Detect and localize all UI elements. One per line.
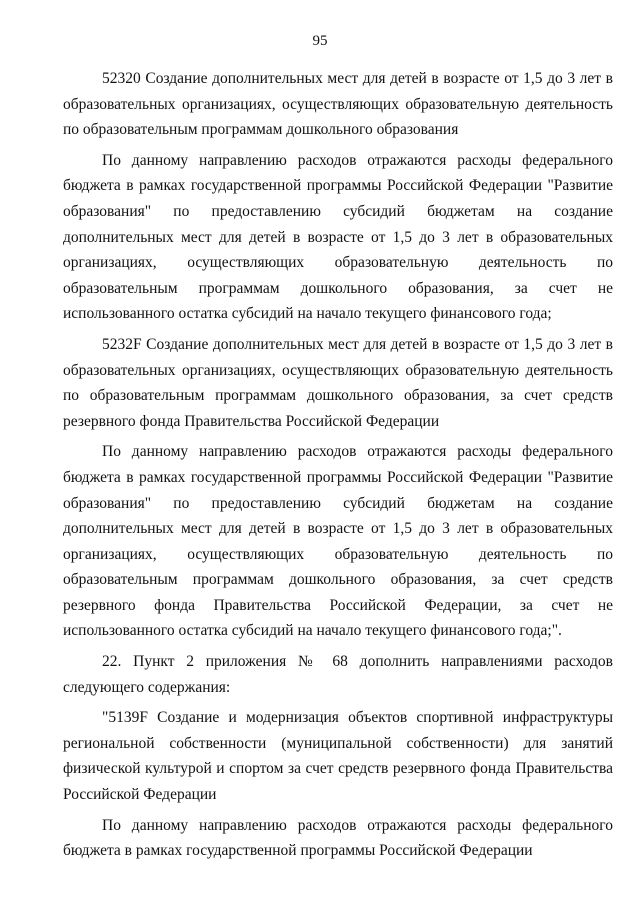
- page-number: 95: [312, 33, 328, 49]
- paragraph-5139f-title: "5139F Создание и модернизация объектов спортивной инфраструктуры региональной собственности (муниципальной собственности) для занятий физической культурой и спортом за счет средств резервного фонда Правительства Российской Федерации: [63, 709, 613, 804]
- paragraph-52320-title: 52320 Создание дополнительных мест для детей в возрасте от 1,5 до 3 лет в образовательных организациях, осуществляющих образовательную деятельность по образовательным программам дошкольного образования: [63, 70, 613, 139]
- paragraph-5232f-description: По данному направлению расходов отражаются расходы федерального бюджета в рамках государственной программы Российской Федерации "Развитие образования" по предоставлению субсидий бюджетам на создание дополнительных мест для детей в возрасте от 1,5 до 3 лет в образовательных организациях, осуществляющих образовательную деятельность по образовательным программам дошкольного образования, за счет средств резервного фонда Правительства Российской Федерации, за счет не использованного остатка субсидий на начало текущего финансового года;".: [63, 443, 613, 640]
- paragraph-item-22: 22. Пункт 2 приложения № 68 дополнить направлениями расходов следующего содержания:: [63, 653, 613, 696]
- paragraph-5232f-title: 5232F Создание дополнительных мест для детей в возрасте от 1,5 до 3 лет в образовательных организациях, осуществляющих образовательную деятельность по образовательным программам дошкольного образования, за счет средств резервного фонда Правительства Российской Федерации: [63, 335, 613, 430]
- paragraph-5139f-description: По данному направлению расходов отражаются расходы федерального бюджета в рамках государственной программы Российской Федерации: [63, 816, 613, 860]
- paragraph-52320-description: По данному направлению расходов отражаются расходы федерального бюджета в рамках государственной программы Российской Федерации "Развитие образования" по предоставлению субсидий бюджетам на создание дополнительных мест для детей в возрасте от 1,5 до 3 лет в образовательных организациях, осуществляющих образовательную деятельность по образовательным программам дошкольного образования, за счет не использованного остатка субсидий на начало текущего финансового года;: [63, 151, 613, 323]
- document-body: [63, 66, 613, 869]
